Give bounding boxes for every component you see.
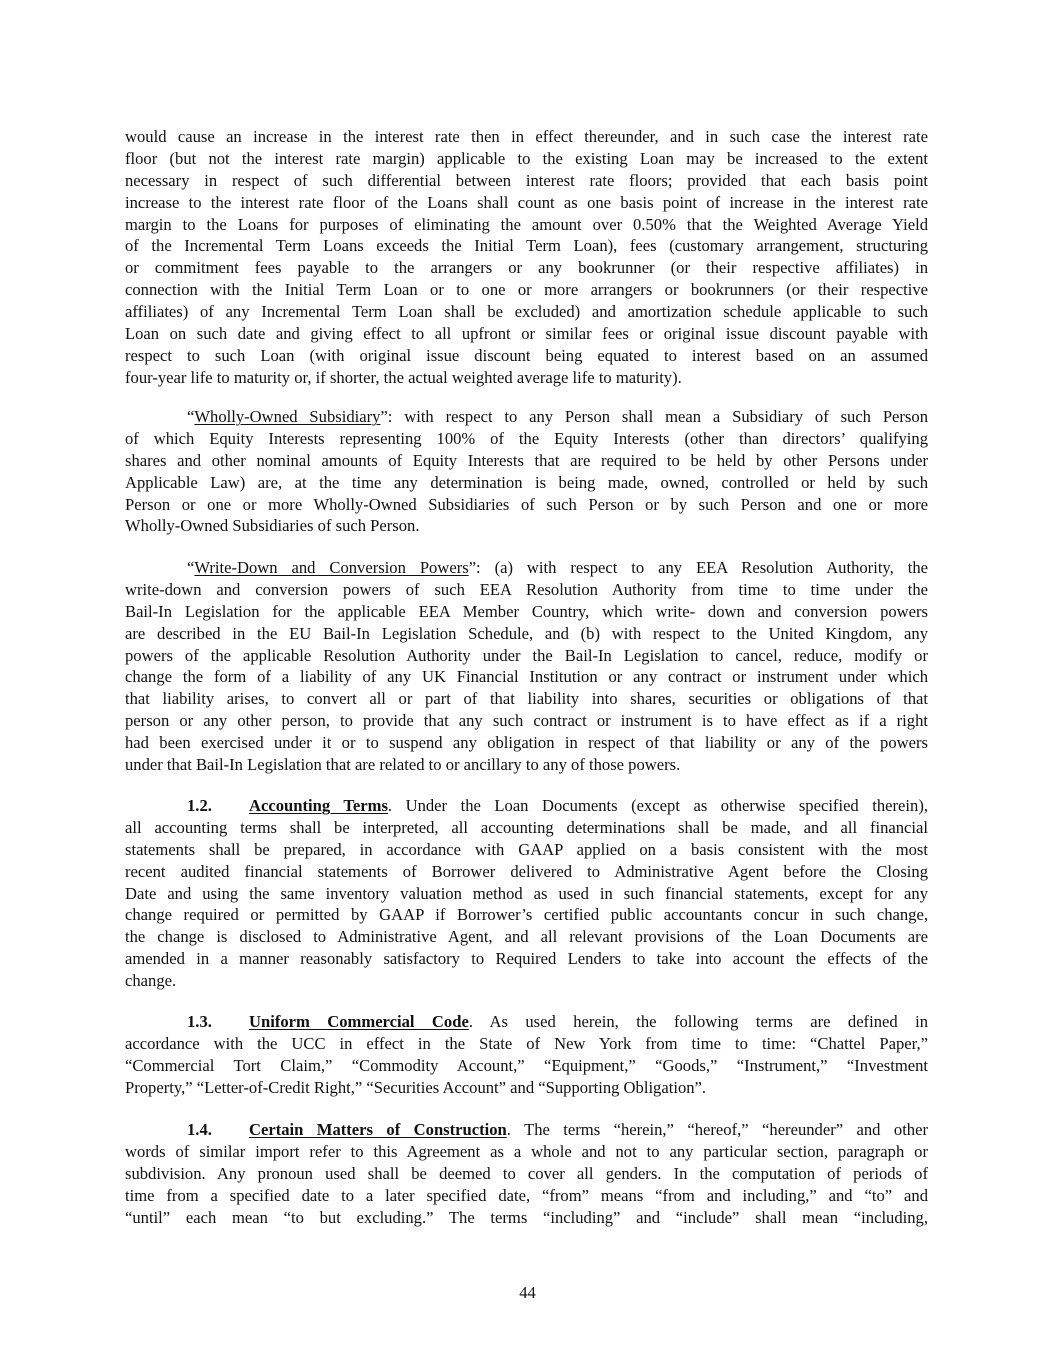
text-line: shares and other nominal amounts of Equity Interests that are required to be held by other Persons under (125, 450, 928, 470)
text-line: change the form of a liability of any UK Financial Institution or any contract or instrument under which (125, 667, 928, 687)
text-line: statements shall be prepared, in accordance with GAAP applied on a basis consistent with the most (125, 839, 928, 859)
text-line: change required or permitted by GAAP if Borrower’s certified public accountants concur in such change, (125, 905, 928, 925)
text-line: person or any other person, to provide that any such contract or instrument is to have effect as if a right (125, 711, 928, 731)
text-line: had been exercised under it or to suspend any obligation in respect of that liability or any of the powers (125, 733, 928, 753)
definition-text: ”: (a) with respect to any EEA Resolution Authority, the (468, 558, 928, 577)
defined-term: Write-Down and Conversion Powers (194, 558, 469, 577)
section-number: 1.2. (187, 796, 212, 815)
text-line: Person or one or more Wholly-Owned Subsidiaries of such Person or by such Person and one or more (125, 494, 928, 514)
section-number: 1.3. (187, 1012, 212, 1031)
text-line: four-year life to maturity or, if shorter, the actual weighted average life to maturity). (125, 367, 682, 387)
definition-first-line (125, 406, 928, 428)
text-line: Loan on such date and giving effect to all upfront or similar fees or original issue discount payable with (125, 324, 928, 344)
text-line: affiliates) of any Incremental Term Loan shall be excluded) and amortization schedule applicable to such (125, 302, 928, 322)
text-line: the change is disclosed to Administrative Agent, and all relevant provisions of the Loan Documents are (125, 927, 928, 947)
section-1-4-construction (125, 1119, 928, 1228)
text-line: respect to such Loan (with original issue discount being equated to interest based on an assumed (125, 345, 928, 365)
text-line: connection with the Initial Term Loan or to one or more arrangers or bookrunners (or their respective (125, 280, 928, 300)
text-line: would cause an increase in the interest rate then in effect thereunder, and in such case the interest rate (125, 127, 928, 146)
text-line: all accounting terms shall be interpreted, all accounting determinations shall be made, and all financial (125, 817, 928, 837)
text-line: of the Incremental Term Loans exceeds the Initial Term Loan), fees (customary arrangement, structuring (125, 236, 928, 256)
text-line: words of similar import refer to this Agreement as a whole and not to any particular section, paragraph or (125, 1141, 928, 1161)
definition-text: ”: with respect to any Person shall mean a Subsidiary of such Person (380, 407, 928, 426)
definition-write-down-powers (125, 557, 928, 776)
section-title: Uniform Commercial Code (249, 1012, 469, 1031)
section-1-3-ucc (125, 1011, 928, 1099)
open-quote: “ (187, 407, 195, 426)
section-1-2-accounting-terms (125, 795, 928, 992)
text-line: Date and using the same inventory valuation method as used in such financial statements, except for any (125, 883, 928, 903)
text-line: Property,” “Letter-of-Credit Right,” “Securities Account” and “Supporting Obligation”. (125, 1077, 707, 1097)
text-line: or commitment fees payable to the arrangers or any bookrunner (or their respective affiliates) in (125, 258, 928, 278)
text-line: amended in a manner reasonably satisfactory to Required Lenders to take into account the effects of the (125, 949, 928, 969)
text-line: “Commercial Tort Claim,” “Commodity Account,” “Equipment,” “Goods,” “Instrument,” “Investment (125, 1055, 928, 1075)
paragraph-continuation (125, 126, 928, 389)
text-line: accordance with the UCC in effect in the State of New York from time to time: “Chattel Paper,” (125, 1033, 928, 1053)
section-text: . As used herein, the following terms are defined in (468, 1012, 928, 1031)
text-line: powers of the applicable Resolution Authority under the Bail-In Legislation to cancel, reduce, modify or (125, 645, 928, 665)
section-first-line (125, 795, 928, 817)
text-line: write-down and conversion powers of such EEA Resolution Authority from time to time under the (125, 579, 928, 599)
text-line: necessary in respect of such differential between interest rate floors; provided that each basis point (125, 170, 928, 190)
section-number: 1.4. (187, 1120, 212, 1139)
text-line: under that Bail-In Legislation that are related to or ancillary to any of those powers. (125, 755, 681, 775)
definition-wholly-owned-subsidiary (125, 406, 928, 537)
text-line: margin to the Loans for purposes of eliminating the amount over 0.50% that the Weighted Average Yield (125, 214, 928, 234)
section-text: . The terms “herein,” “hereof,” “hereunder” and other (506, 1120, 928, 1139)
text-line: increase to the interest rate floor of the Loans shall count as one basis point of increase in the interest rate (125, 192, 928, 212)
text-line: subdivision. Any pronoun used shall be deemed to cover all genders. In the computation of periods of (125, 1163, 928, 1183)
section-text: . Under the Loan Documents (except as otherwise specified therein), (387, 796, 928, 815)
definition-first-line (125, 557, 928, 579)
text-line: Applicable Law) are, at the time any determination is being made, owned, controlled or held by such (125, 472, 928, 492)
defined-term: Wholly-Owned Subsidiary (194, 407, 381, 426)
text-line: Wholly-Owned Subsidiaries of such Person. (125, 516, 420, 536)
open-quote: “ (187, 558, 195, 577)
text-line: time from a specified date to a later specified date, “from” means “from and including,” and “to” and (125, 1185, 928, 1205)
text-line: recent audited financial statements of Borrower delivered to Administrative Agent before the Closing (125, 861, 928, 881)
section-first-line (125, 1011, 928, 1033)
section-title: Accounting Terms (249, 796, 388, 815)
text-line: floor (but not the interest rate margin) applicable to the existing Loan may be increased to the extent (125, 148, 928, 168)
text-line: “until” each mean “to but excluding.” The terms “including” and “include” shall mean “including, (125, 1207, 928, 1227)
text-line: Bail-In Legislation for the applicable EEA Member Country, which write- down and conversion powers (125, 601, 928, 621)
section-title: Certain Matters of Construction (249, 1120, 507, 1139)
text-line: of which Equity Interests representing 100% of the Equity Interests (other than directors’ qualifying (125, 428, 928, 448)
text-line: are described in the EU Bail-In Legislation Schedule, and (b) with respect to the United Kingdom, any (125, 623, 928, 643)
section-first-line (125, 1119, 928, 1141)
text-line: change. (125, 971, 177, 991)
text-line: that liability arises, to convert all or part of that liability into shares, securities or obligations of that (125, 689, 928, 709)
page-number: 44 (519, 1283, 536, 1302)
